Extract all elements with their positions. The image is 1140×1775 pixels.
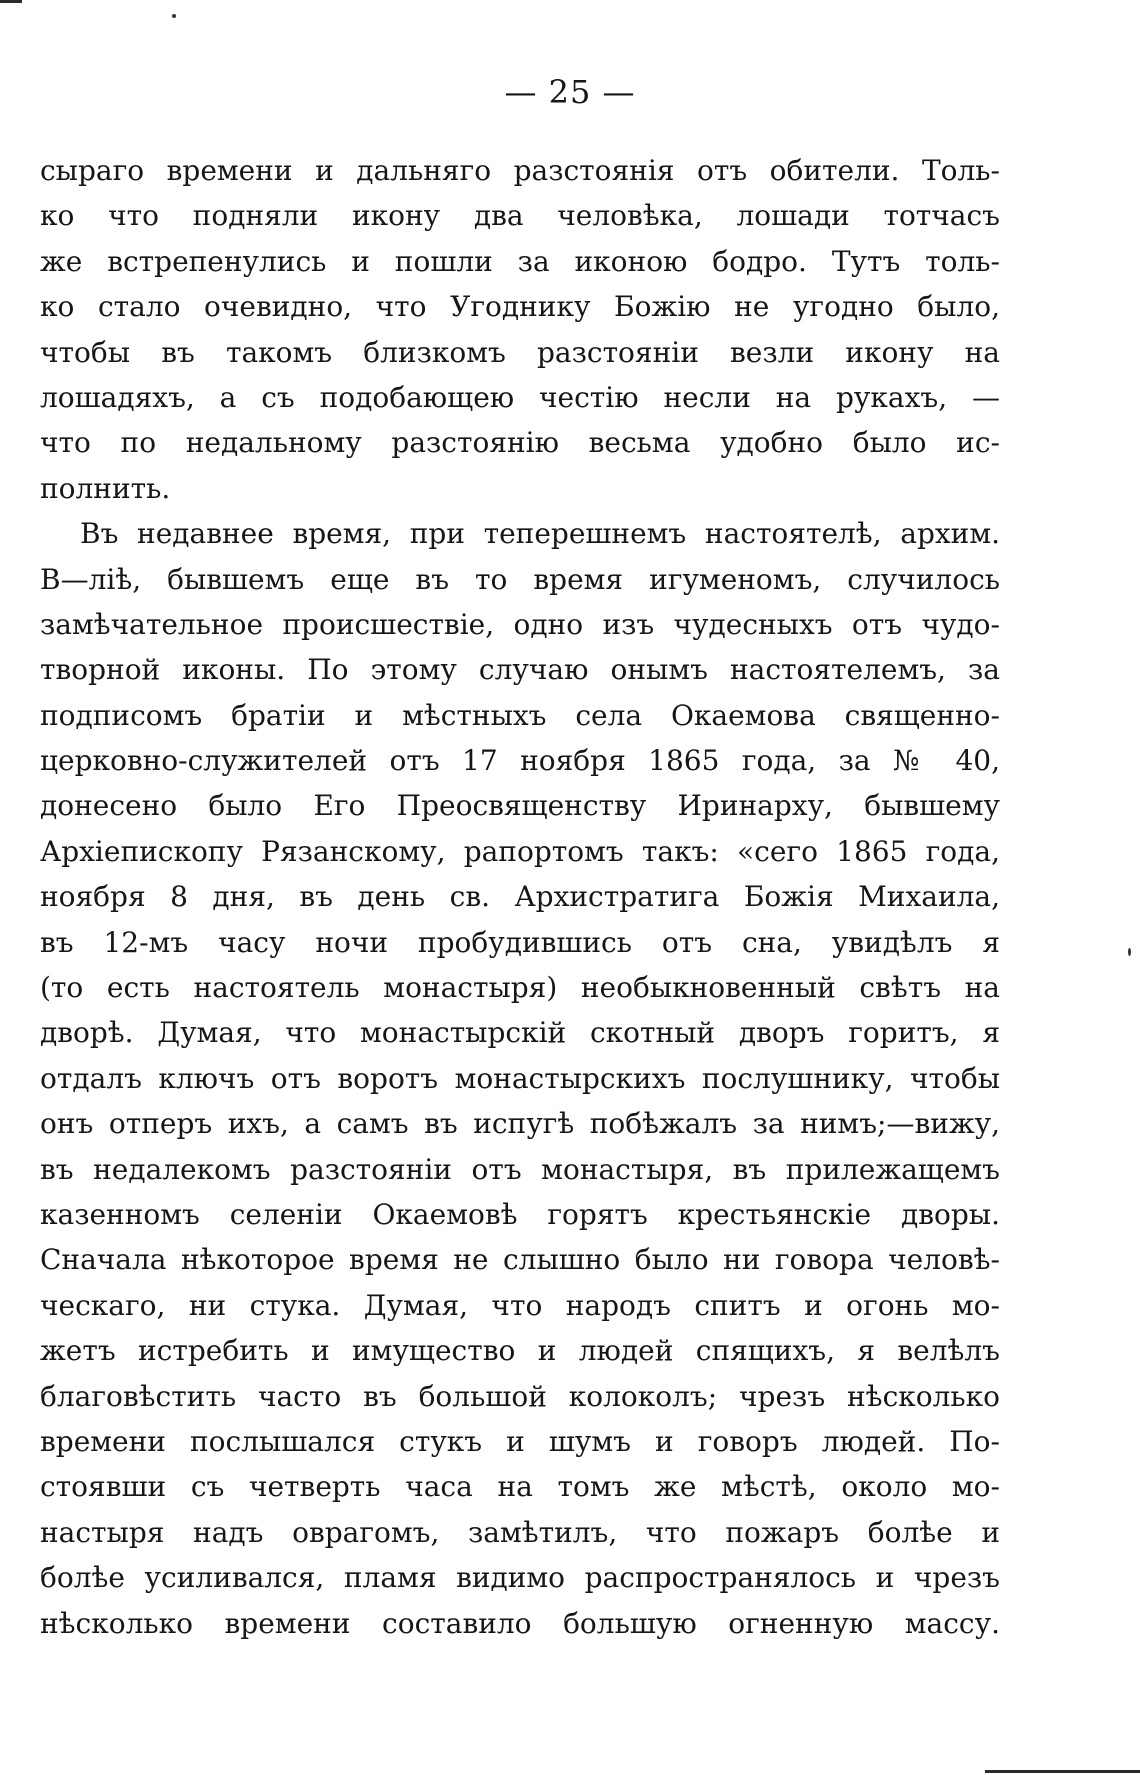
text-line: же встрепенулись и пошли за иконою бодро. Тутъ толь- <box>40 244 1000 278</box>
body-text <box>40 148 1000 1646</box>
text-line: дворѣ. Думая, что монастырскій скотный дворъ горитъ, я <box>40 1016 1000 1050</box>
text-line: жетъ истребить и имущество и людей спящихъ, я велѣлъ <box>40 1334 1000 1368</box>
paragraph-1 <box>40 148 1000 511</box>
text-line: Въ недавнее время, при теперешнемъ настоятелѣ, архим. <box>80 517 1000 551</box>
text-line: ко что подняли икону два человѣка, лошади тотчасъ <box>40 199 1000 233</box>
text-line: что по недальному разстоянію весьма удобно было ис- <box>40 426 1000 460</box>
text-line: (то есть настоятель монастыря) необыкновенный свѣтъ на <box>40 971 1000 1005</box>
text-line: донесено было Его Преосвященству Иринарху, бывшему <box>40 789 1000 823</box>
text-line: казенномъ селеніи Окаемовѣ горятъ крестьянскіе дворы. <box>40 1197 1000 1231</box>
text-line: чтобы въ такомъ близкомъ разстояніи везли икону на <box>40 335 1000 369</box>
text-line: Сначала нѣкоторое время не слышно было ни говора человѣ- <box>40 1243 1000 1277</box>
paragraph-2 <box>40 511 1000 1646</box>
text-line: замѣчательное происшествіе, одно изъ чудесныхъ отъ чудо- <box>40 607 1000 641</box>
ink-speck <box>1128 948 1131 956</box>
text-line: В—ліѣ, бывшемъ еще въ то время игуменомъ, случилось <box>40 562 1000 596</box>
text-line: настыря надъ оврагомъ, замѣтилъ, что пожаръ болѣе и <box>40 1515 1000 1549</box>
text-line: отдалъ ключъ отъ воротъ монастырскихъ послушнику, чтобы <box>40 1061 1000 1095</box>
text-line: въ недалекомъ разстояніи отъ монастыря, въ прилежащемъ <box>40 1152 1000 1186</box>
text-line: онъ отперъ ихъ, а самъ въ испугѣ побѣжалъ за нимъ;—вижу, <box>40 1107 1000 1141</box>
text-line: въ 12-мъ часу ночи пробудившись отъ сна, увидѣлъ я <box>40 925 1000 959</box>
page-number: — 25 — <box>504 73 636 111</box>
bottom-edge-mark <box>985 1770 1140 1773</box>
text-line: времени послышался стукъ и шумъ и говоръ людей. По- <box>40 1424 1000 1458</box>
text-line: стоявши съ четверть часа на томъ же мѣстѣ, около мо- <box>40 1470 1000 1504</box>
text-line: подписомъ братіи и мѣстныхъ села Окаемова священно- <box>40 698 1000 732</box>
text-line: болѣе усиливался, пламя видимо распространялось и чрезъ <box>40 1561 1000 1595</box>
text-line: ческаго, ни стука. Думая, что народъ спитъ и огонь мо- <box>40 1288 1000 1322</box>
text-line: ноября 8 дня, въ день св. Архистратига Божія Михаила, <box>40 880 1000 914</box>
text-line: лошадяхъ, а съ подобающею честію несли на рукахъ, — <box>40 380 1000 414</box>
text-line: ко стало очевидно, что Угоднику Божію не угодно было, <box>40 290 1000 324</box>
text-line: нѣсколько времени составило большую огненную массу. <box>40 1606 1000 1640</box>
text-line: благовѣстить часто въ большой колоколъ; чрезъ нѣсколько <box>40 1379 1000 1413</box>
text-line: творной иконы. По этому случаю онымъ настоятелемъ, за <box>40 653 1000 687</box>
ink-speck <box>172 14 176 18</box>
text-line: сыраго времени и дальняго разстоянія отъ обители. Толь- <box>40 154 1000 187</box>
text-line: полнить. <box>40 471 171 505</box>
text-line: Архіепископу Рязанскому, рапортомъ такъ: «сего 1865 года, <box>40 834 1000 868</box>
top-edge-mark <box>0 0 22 3</box>
text-line: церковно-служителей отъ 17 ноября 1865 года, за № 40, <box>40 744 1000 778</box>
